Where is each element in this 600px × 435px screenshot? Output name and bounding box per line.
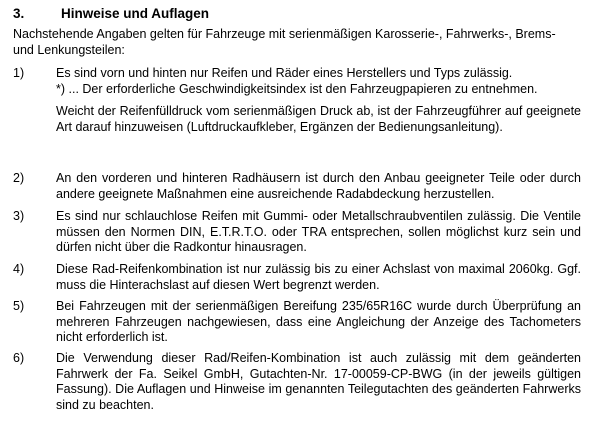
section-heading	[13, 6, 209, 21]
item-number: 6)	[13, 351, 25, 365]
section-number: 3.	[13, 6, 25, 21]
item-text: Bei Fahrzeugen mit der serienmäßigen Bereifung 235/65R16C wurde durch Überprüfung an mehreren Fahrzeugen nachgewiesen, dass eine Angleichung der Anzeige des Tachometers nicht erforderlich ist.	[56, 299, 581, 344]
item-text: An den vorderen und hinteren Radhäusern ist durch den Anbau geeigneter Teile oder durch andere geeignete Maßnahmen eine ausreichende Radabdeckung herzustellen.	[56, 171, 581, 201]
section-title: Hinweise und Auflagen	[61, 6, 210, 21]
item-number: 1)	[13, 66, 25, 80]
item-number: 5)	[13, 299, 25, 313]
intro-paragraph: Nachstehende Angaben gelten für Fahrzeuge mit serienmäßigen Karosserie-, Fahrwerks-, Brems- und Lenkungsteilen:	[13, 27, 556, 57]
item-extra: Weicht der Reifenfülldruck vom serienmäßigen Druck ab, ist der Fahrzeugführer auf geeignete Art darauf hinzuweisen (Luftdruckaufkleber, Ergänzen der Bedienungsanleitung).	[56, 104, 581, 134]
item-number: 3)	[13, 209, 25, 223]
item-note: *) ... Der erforderliche Geschwindigkeitsindex ist den Fahrzeugpapieren zu entnehmen.	[56, 81, 538, 96]
item-text: Die Verwendung dieser Rad/Reifen-Kombination ist auch zulässig mit dem geänderten Fahrwerk der Fa. Seikel GmbH, Gutachten-Nr. 17-00059-CP-BWG (in der jeweils gültigen Fassung). Die Auflagen und Hinweise im genannten Teilegutachten des geänderten Fahrwerks sind zu beachten.	[56, 351, 581, 412]
item-text: Es sind nur schlauchlose Reifen mit Gummi- oder Metallschraubventilen zulässig. Die Ventile müssen den Normen DIN, E.T.R.T.O. oder TRA entsprechen, sollen möglichst kurz sein und dürfen nicht über die Radkontur hinausragen.	[56, 209, 581, 254]
item-number: 4)	[13, 262, 25, 276]
item-number: 2)	[13, 171, 25, 185]
item-text: Diese Rad-Reifenkombination ist nur zulässig bis zu einer Achslast von maximal 2060kg. Ggf. muss die Hinterachslast auf diesen Wert begrenzt werden.	[56, 262, 581, 292]
item-text: Es sind vorn und hinten nur Reifen und Räder eines Herstellers und Typs zulässig.	[56, 66, 513, 80]
